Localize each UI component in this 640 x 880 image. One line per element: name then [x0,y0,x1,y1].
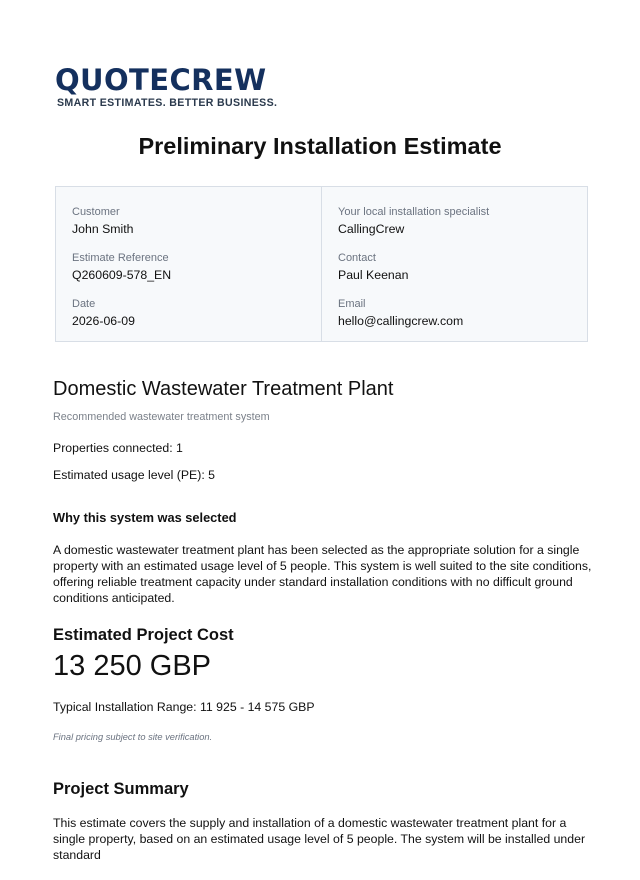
field-label: Customer [72,206,120,218]
cost-amount: 13 250 GBP [53,650,211,682]
summary-paragraph: This estimate covers the supply and installation of a domestic wastewater treatment plant for a single property, based on an estimated usage level of 5 people. The system will be installed under standard [53,816,586,862]
field-label: Email [338,298,366,310]
specialist-info-column [321,187,587,341]
estimate-date: 2026-06-09 [72,314,135,328]
contact-field [338,251,571,297]
summary-heading: Project Summary [53,780,189,798]
usage-level: Estimated usage level (PE): 5 [53,468,215,482]
contact-email: hello@callingcrew.com [338,314,464,328]
properties-connected: Properties connected: 1 [53,441,183,455]
customer-info-column [56,187,321,341]
brand-name: QUOTECREW [55,63,267,97]
field-label: Estimate Reference [72,252,169,264]
estimate-info-box [55,186,588,342]
date-field [72,297,305,343]
brand-tagline: SMART ESTIMATES. BETTER BUSINESS. [57,97,278,109]
brand-logo [55,64,277,109]
system-name: Domestic Wastewater Treatment Plant [53,378,394,400]
email-field [338,297,571,343]
contact-name: Paul Keenan [338,268,409,282]
specialist-name: CallingCrew [338,222,405,236]
estimate-content [53,376,593,863]
document-title: Preliminary Installation Estimate [138,133,502,159]
field-label: Contact [338,252,376,264]
field-label: Your local installation specialist [338,206,490,218]
estimate-reference-field [72,251,305,297]
specialist-field [338,205,571,251]
cost-range: Typical Installation Range: 11 925 - 14 575 GBP [53,700,315,714]
customer-name: John Smith [72,222,134,236]
why-paragraph: A domestic wastewater treatment plant has been selected as the appropriate solution for a single property with an estimated usage level of 5 people. This system is well suited to the site conditions, offering reliable treatment capacity under standard installation conditions with no difficult ground conditions anticipated. [53,543,592,605]
customer-field [72,205,305,251]
pricing-note: Final pricing subject to site verification. [53,732,213,742]
why-heading: Why this system was selected [53,510,237,525]
field-label: Date [72,298,96,310]
system-subtitle: Recommended wastewater treatment system [53,411,270,423]
cost-heading: Estimated Project Cost [53,626,234,644]
estimate-reference: Q260609-578_EN [72,268,172,282]
